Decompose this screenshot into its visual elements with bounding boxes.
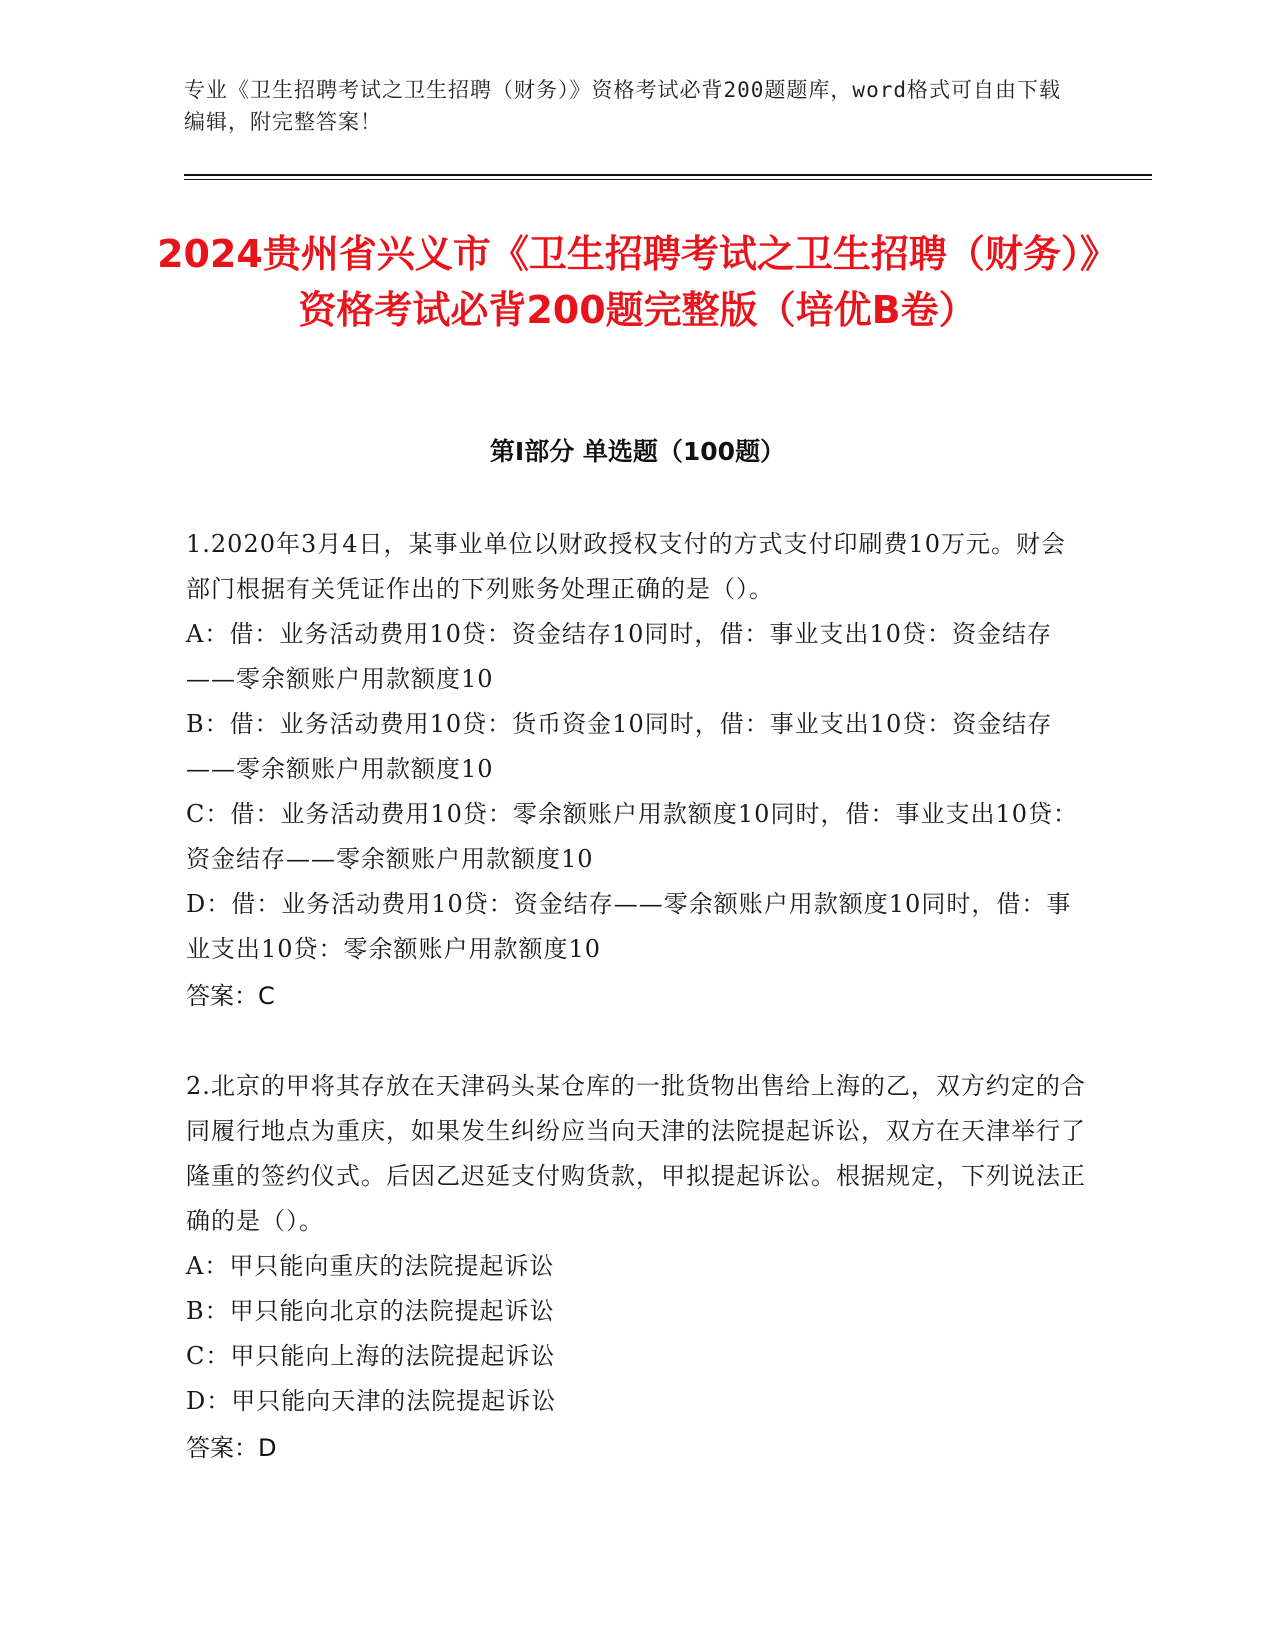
header-note: 专业《卫生招聘考试之卫生招聘（财务）》资格考试必背200题题库，word格式可自由下载编辑，附完整答案！ bbox=[184, 78, 1061, 134]
option-c: C：甲只能向上海的法院提起诉讼 bbox=[186, 1342, 556, 1370]
question-1 bbox=[186, 522, 1086, 1019]
section-heading: 第I部分 单选题（100题） bbox=[489, 437, 786, 466]
question-stem: 2.北京的甲将其存放在天津码头某仓库的一批货物出售给上海的乙，双方约定的合同履行地点为重庆，如果发生纠纷应当向天津的法院提起诉讼，双方在天津举行了隆重的签约仪式。后因乙迟延支付购货款，甲拟提起诉讼。根据规定，下列说法正确的是（）。 bbox=[186, 1072, 1086, 1235]
answer: 答案：C bbox=[186, 982, 275, 1010]
option-a: A：借：业务活动费用10贷：资金结存10同时，借：事业支出10贷：资金结存——零余额账户用款额度10 bbox=[186, 620, 1052, 693]
option-b: B：借：业务活动费用10贷：货币资金10同时，借：事业支出10贷：资金结存——零余额账户用款额度10 bbox=[186, 710, 1053, 783]
question-2 bbox=[186, 1064, 1086, 1471]
question-stem: 1.2020年3月4日，某事业单位以财政授权支付的方式支付印刷费10万元。财会部门根据有关凭证作出的下列账务处理正确的是（）。 bbox=[186, 530, 1067, 603]
document-title: 2024贵州省兴义市《卫生招聘考试之卫生招聘（财务）》资格考试必背200题完整版（培优B卷） bbox=[157, 232, 1118, 332]
option-a: A：甲只能向重庆的法院提起诉讼 bbox=[186, 1252, 555, 1280]
header-divider-thick bbox=[184, 174, 1152, 176]
header-divider-thin bbox=[184, 179, 1152, 180]
option-d: D：借：业务活动费用10贷：资金结存——零余额账户用款额度10同时，借：事业支出10贷：零余额账户用款额度10 bbox=[186, 890, 1072, 963]
option-c: C：借：业务活动费用10贷：零余额账户用款额度10同时，借：事业支出10贷：资金结存——零余额账户用款额度10 bbox=[186, 800, 1078, 873]
answer: 答案：D bbox=[186, 1434, 277, 1462]
option-d: D：甲只能向天津的法院提起诉讼 bbox=[186, 1387, 557, 1415]
option-b: B：甲只能向北京的法院提起诉讼 bbox=[186, 1297, 555, 1325]
